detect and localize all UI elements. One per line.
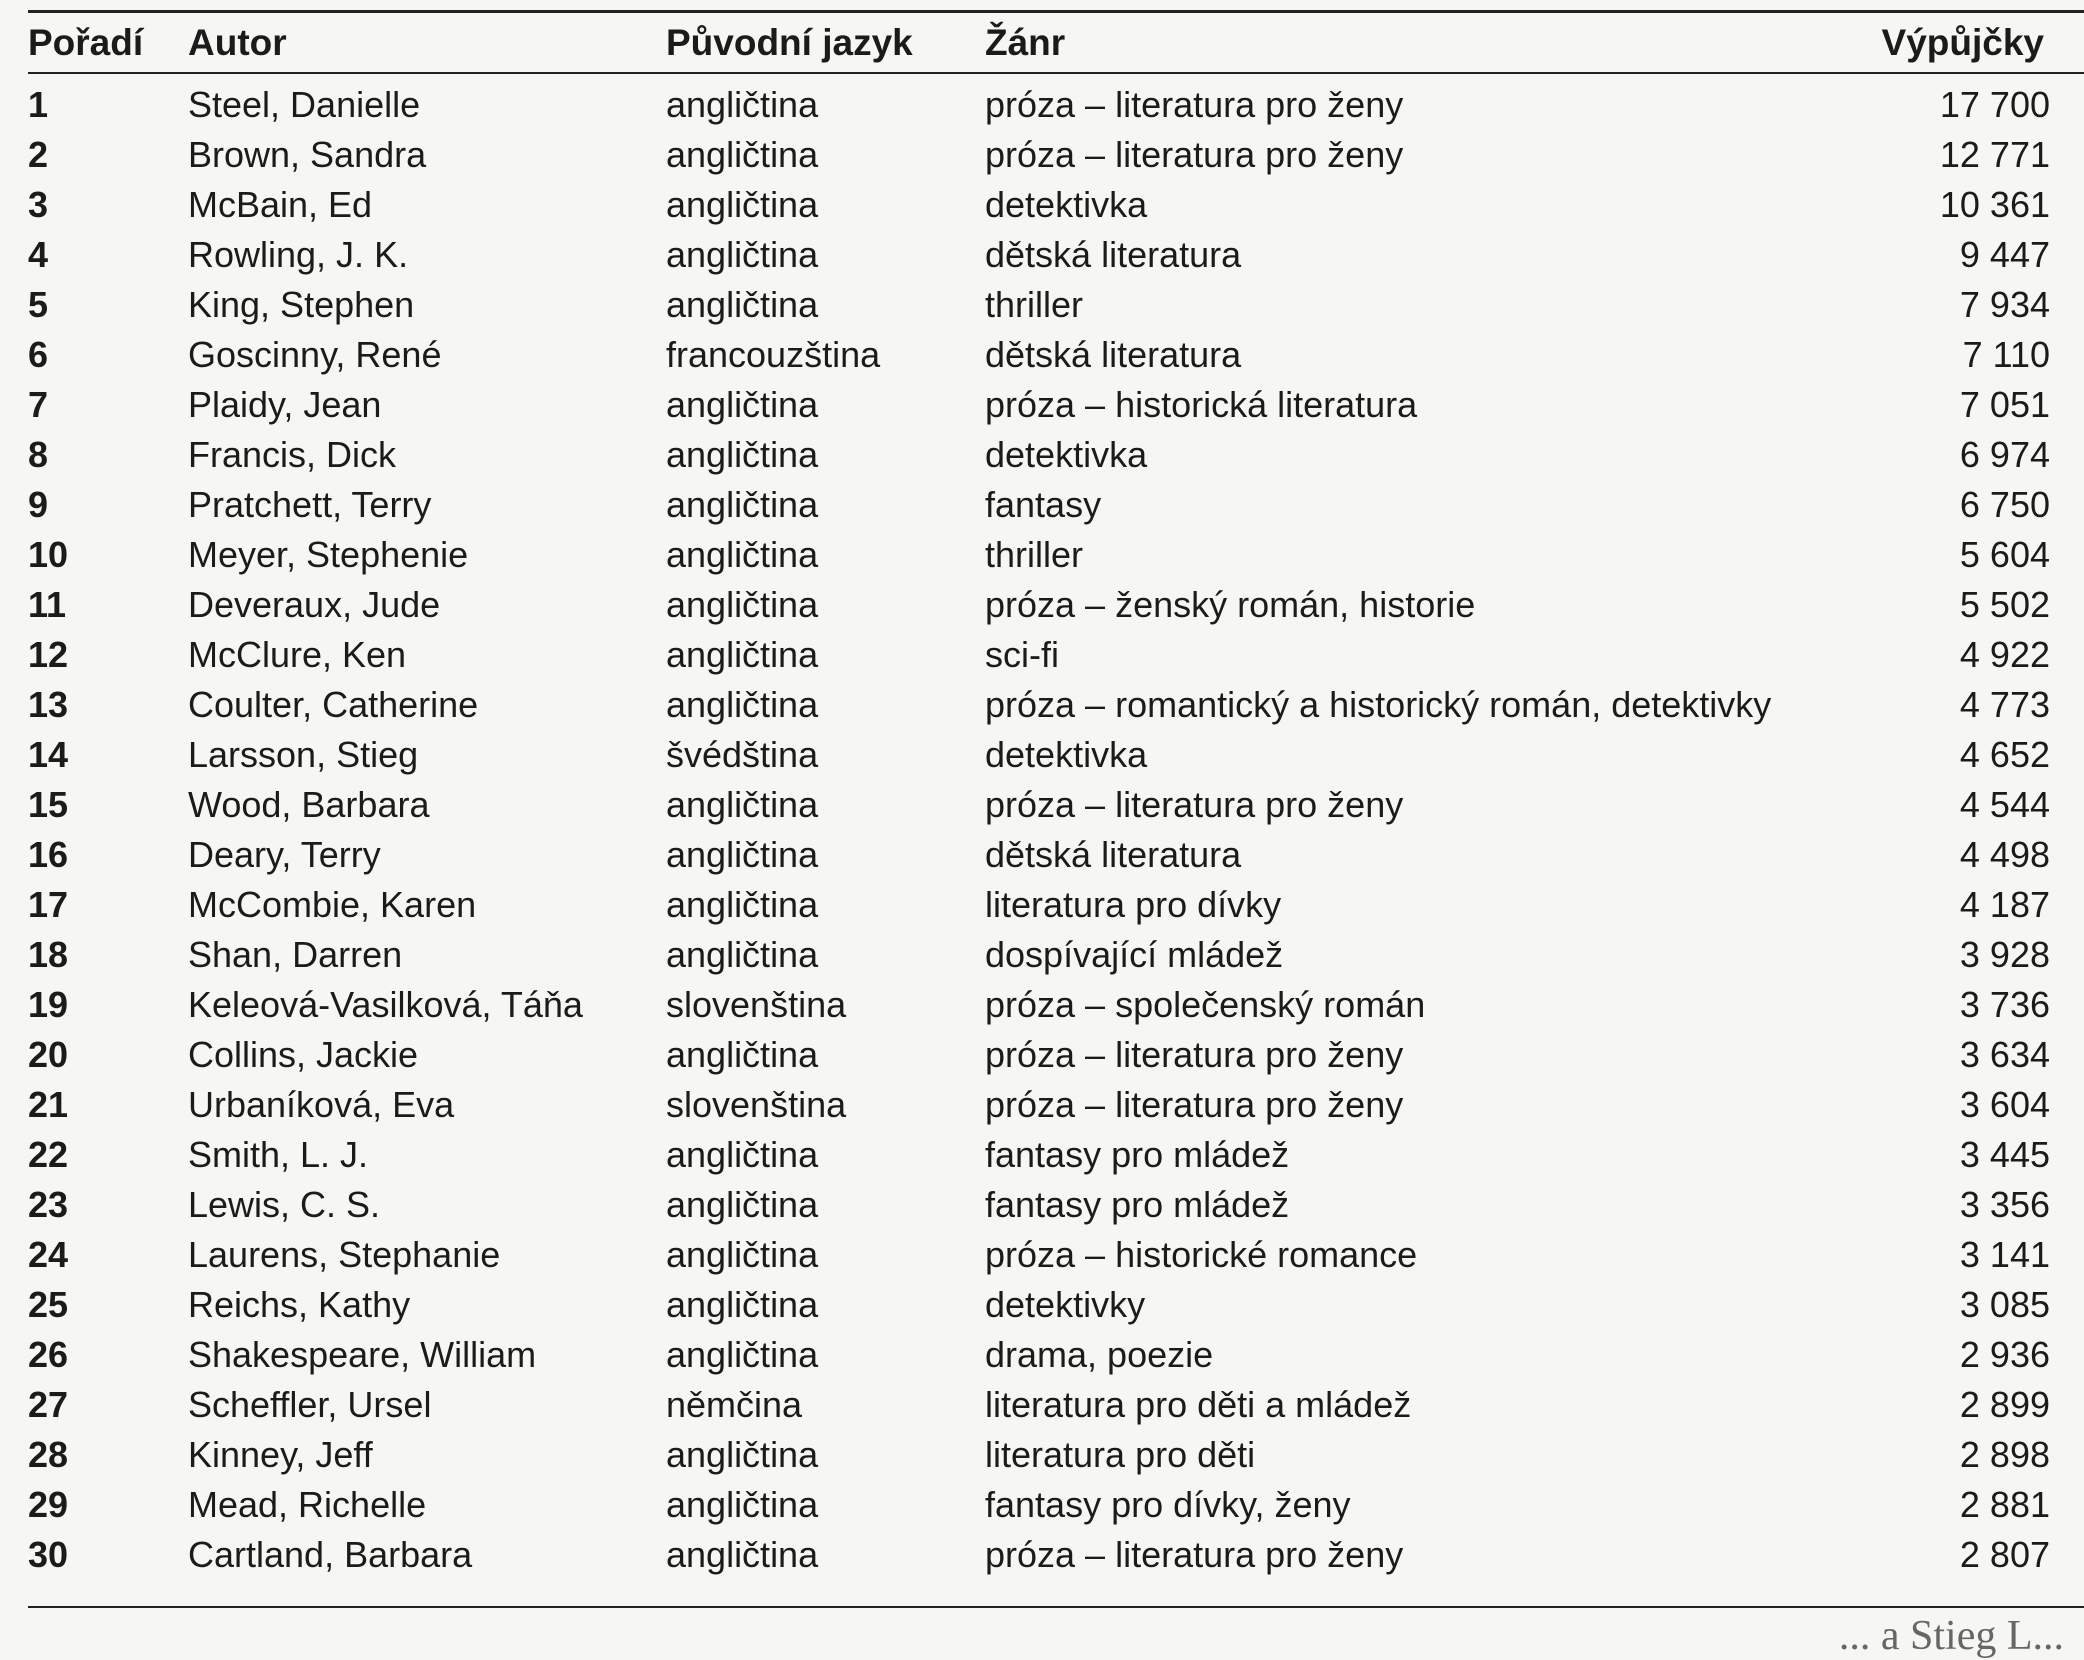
cell-loans: 2 807	[1959, 1534, 2050, 1575]
cell-author: Collins, Jackie	[188, 1034, 419, 1075]
cell-rank: 29	[28, 1484, 69, 1525]
table-row	[0, 134, 2084, 184]
cell-genre: detektivka	[985, 734, 1148, 775]
cell-author: Scheffler, Ursel	[188, 1384, 432, 1425]
table-row	[0, 484, 2084, 534]
cell-language: angličtina	[666, 1184, 819, 1225]
cell-language: angličtina	[666, 484, 819, 525]
table-row	[0, 1484, 2084, 1534]
cell-genre: literatura pro děti	[985, 1434, 1256, 1475]
cell-author: Larsson, Stieg	[188, 734, 419, 775]
table-row	[0, 1534, 2084, 1584]
cell-loans: 5 604	[1959, 534, 2050, 575]
header-loans: Výpůjčky	[1881, 22, 2044, 63]
cell-author: Meyer, Stephenie	[188, 534, 469, 575]
cell-genre: próza – literatura pro ženy	[985, 1084, 1404, 1125]
cell-genre: dětská literatura	[985, 234, 1242, 275]
cell-rank: 8	[28, 434, 49, 475]
cell-author: Lewis, C. S.	[188, 1184, 381, 1225]
cell-language: angličtina	[666, 1534, 819, 1575]
table-row	[0, 84, 2084, 134]
cell-genre: sci-fi	[985, 634, 1059, 675]
cell-author: Reichs, Kathy	[188, 1284, 411, 1325]
cell-genre: dětská literatura	[985, 834, 1242, 875]
cell-author: Goscinny, René	[188, 334, 442, 375]
cell-genre: thriller	[985, 534, 1084, 575]
cell-genre: próza – literatura pro ženy	[985, 1034, 1404, 1075]
table-row	[0, 1134, 2084, 1184]
table-row	[0, 434, 2084, 484]
cell-author: Pratchett, Terry	[188, 484, 432, 525]
cell-loans: 6 974	[1959, 434, 2050, 475]
cell-genre: próza – ženský román, historie	[985, 584, 1476, 625]
table-row	[0, 734, 2084, 784]
cell-loans: 2 899	[1959, 1384, 2050, 1425]
table-row	[0, 984, 2084, 1034]
cell-genre: fantasy pro dívky, ženy	[985, 1484, 1351, 1525]
table-row	[0, 1384, 2084, 1434]
table-row	[0, 884, 2084, 934]
cell-loans: 2 898	[1959, 1434, 2050, 1475]
cell-genre: próza – literatura pro ženy	[985, 84, 1404, 125]
cell-loans: 4 773	[1959, 684, 2050, 725]
cell-author: Deary, Terry	[188, 834, 381, 875]
cell-language: švédština	[666, 734, 819, 775]
cell-language: angličtina	[666, 684, 819, 725]
cell-rank: 23	[28, 1184, 69, 1225]
header-genre: Žánr	[985, 22, 1066, 63]
cell-loans: 17 700	[1939, 84, 2050, 125]
cell-rank: 16	[28, 834, 69, 875]
cell-author: Brown, Sandra	[188, 134, 427, 175]
cell-genre: próza – literatura pro ženy	[985, 784, 1404, 825]
table-row	[0, 634, 2084, 684]
cell-rank: 4	[28, 234, 49, 275]
table-row	[0, 234, 2084, 284]
table-row	[0, 784, 2084, 834]
cell-rank: 2	[28, 134, 49, 175]
header-rank: Pořadí	[28, 22, 144, 63]
cell-genre: dětská literatura	[985, 334, 1242, 375]
cell-author: Francis, Dick	[188, 434, 397, 475]
header-author: Autor	[188, 22, 287, 63]
cell-language: angličtina	[666, 184, 819, 225]
cell-author: Coulter, Catherine	[188, 684, 479, 725]
cell-loans: 7 110	[1962, 334, 2050, 375]
cell-loans: 3 445	[1959, 1134, 2050, 1175]
cell-rank: 14	[28, 734, 69, 775]
cell-genre: detektivka	[985, 184, 1148, 225]
cell-loans: 3 141	[1959, 1234, 2050, 1275]
cell-language: angličtina	[666, 134, 819, 175]
cell-rank: 1	[28, 84, 49, 125]
table-row	[0, 834, 2084, 884]
table-row	[0, 184, 2084, 234]
cell-rank: 10	[28, 534, 69, 575]
table-row	[0, 1284, 2084, 1334]
table-row	[0, 534, 2084, 584]
cell-author: Shakespeare, William	[188, 1334, 537, 1375]
cell-language: angličtina	[666, 434, 819, 475]
cell-language: angličtina	[666, 284, 819, 325]
cell-loans: 4 922	[1959, 634, 2050, 675]
cell-loans: 7 051	[1959, 384, 2050, 425]
table-row	[0, 334, 2084, 384]
cell-genre: próza – romantický a historický román, detektivky	[985, 684, 1772, 725]
cell-author: McBain, Ed	[188, 184, 373, 225]
table-row	[0, 1434, 2084, 1484]
cell-language: angličtina	[666, 234, 819, 275]
cell-language: němčina	[666, 1384, 803, 1425]
cell-rank: 12	[28, 634, 69, 675]
cell-language: slovenština	[666, 1084, 847, 1125]
cell-language: angličtina	[666, 934, 819, 975]
cell-rank: 6	[28, 334, 49, 375]
cell-genre: drama, poezie	[985, 1334, 1214, 1375]
cell-language: angličtina	[666, 634, 819, 675]
table-row	[0, 1184, 2084, 1234]
cell-language: slovenština	[666, 984, 847, 1025]
cell-loans: 2 881	[1959, 1484, 2050, 1525]
cell-loans: 3 356	[1959, 1184, 2050, 1225]
cell-genre: thriller	[985, 284, 1084, 325]
cell-author: Mead, Richelle	[188, 1484, 427, 1525]
cell-loans: 4 544	[1959, 784, 2050, 825]
cell-loans: 2 936	[1959, 1334, 2050, 1375]
cut-off-text: ... a Stieg L...	[1838, 1613, 2064, 1659]
cell-language: angličtina	[666, 384, 819, 425]
cell-loans: 10 361	[1939, 184, 2050, 225]
cell-language: angličtina	[666, 1484, 819, 1525]
cell-language: angličtina	[666, 84, 819, 125]
cell-rank: 24	[28, 1234, 69, 1275]
cell-rank: 9	[28, 484, 49, 525]
cell-language: angličtina	[666, 1034, 819, 1075]
cell-author: Wood, Barbara	[188, 784, 430, 825]
cell-author: Laurens, Stephanie	[188, 1234, 501, 1275]
header-rule	[28, 72, 2084, 74]
cell-language: angličtina	[666, 1334, 819, 1375]
cell-rank: 22	[28, 1134, 69, 1175]
cell-author: Steel, Danielle	[188, 84, 421, 125]
table-row	[0, 1034, 2084, 1084]
cell-loans: 4 652	[1959, 734, 2050, 775]
cell-language: francouzština	[666, 334, 881, 375]
cell-author: McCombie, Karen	[188, 884, 477, 925]
cell-language: angličtina	[666, 1234, 819, 1275]
cell-rank: 15	[28, 784, 69, 825]
cell-rank: 18	[28, 934, 69, 975]
cell-loans: 12 771	[1939, 134, 2050, 175]
cell-author: Rowling, J. K.	[188, 234, 409, 275]
bottom-rule	[28, 1606, 2084, 1608]
cell-rank: 13	[28, 684, 69, 725]
cell-loans: 3 085	[1959, 1284, 2050, 1325]
table-row	[0, 584, 2084, 634]
cell-rank: 3	[28, 184, 49, 225]
table-row	[0, 1334, 2084, 1384]
cell-rank: 30	[28, 1534, 69, 1575]
cell-loans: 9 447	[1959, 234, 2050, 275]
cell-author: Keleová-Vasilková, Táňa	[188, 984, 583, 1025]
cell-genre: dospívající mládež	[985, 934, 1284, 975]
cell-loans: 4 187	[1959, 884, 2050, 925]
cell-genre: próza – společenský román	[985, 984, 1426, 1025]
cell-loans: 3 604	[1959, 1084, 2050, 1125]
cell-loans: 4 498	[1959, 834, 2050, 875]
cell-rank: 26	[28, 1334, 69, 1375]
cell-rank: 25	[28, 1284, 69, 1325]
cell-genre: próza – literatura pro ženy	[985, 1534, 1404, 1575]
cell-author: King, Stephen	[188, 284, 415, 325]
cell-rank: 21	[28, 1084, 69, 1125]
cell-genre: próza – literatura pro ženy	[985, 134, 1404, 175]
cell-genre: fantasy	[985, 484, 1102, 525]
cell-language: angličtina	[666, 884, 819, 925]
cell-language: angličtina	[666, 1434, 819, 1475]
cell-rank: 20	[28, 1034, 69, 1075]
cell-loans: 5 502	[1959, 584, 2050, 625]
cell-author: Deveraux, Jude	[188, 584, 441, 625]
cell-author: Kinney, Jeff	[188, 1434, 373, 1475]
cell-rank: 7	[28, 384, 49, 425]
cell-rank: 27	[28, 1384, 69, 1425]
cell-genre: literatura pro dívky	[985, 884, 1282, 925]
cell-language: angličtina	[666, 1134, 819, 1175]
header-language: Původní jazyk	[666, 22, 913, 63]
cell-author: Shan, Darren	[188, 934, 403, 975]
cell-language: angličtina	[666, 584, 819, 625]
cell-author: Cartland, Barbara	[188, 1534, 473, 1575]
table-row	[0, 934, 2084, 984]
table-row	[0, 384, 2084, 434]
cell-language: angličtina	[666, 534, 819, 575]
cell-author: Urbaníková, Eva	[188, 1084, 455, 1125]
cell-genre: literatura pro děti a mládež	[985, 1384, 1412, 1425]
cell-language: angličtina	[666, 834, 819, 875]
cell-loans: 7 934	[1959, 284, 2050, 325]
cell-loans: 6 750	[1959, 484, 2050, 525]
table-row	[0, 284, 2084, 334]
cell-loans: 3 928	[1959, 934, 2050, 975]
table-row	[0, 1234, 2084, 1284]
cell-author: McClure, Ken	[188, 634, 407, 675]
cell-language: angličtina	[666, 1284, 819, 1325]
cell-rank: 28	[28, 1434, 69, 1475]
cell-rank: 19	[28, 984, 69, 1025]
cell-genre: fantasy pro mládež	[985, 1184, 1290, 1225]
table-row	[0, 684, 2084, 734]
table-row	[0, 1084, 2084, 1134]
cell-genre: detektivky	[985, 1284, 1146, 1325]
cell-author: Smith, L. J.	[188, 1134, 369, 1175]
cell-genre: fantasy pro mládež	[985, 1134, 1290, 1175]
cell-loans: 3 634	[1959, 1034, 2050, 1075]
cell-genre: próza – historická literatura	[985, 384, 1418, 425]
cell-genre: detektivka	[985, 434, 1148, 475]
cell-rank: 17	[28, 884, 69, 925]
top-rule	[28, 10, 2084, 13]
cell-rank: 11	[28, 584, 67, 625]
cell-author: Plaidy, Jean	[188, 384, 382, 425]
cell-genre: próza – historické romance	[985, 1234, 1418, 1275]
cell-language: angličtina	[666, 784, 819, 825]
cell-loans: 3 736	[1959, 984, 2050, 1025]
cell-rank: 5	[28, 284, 49, 325]
